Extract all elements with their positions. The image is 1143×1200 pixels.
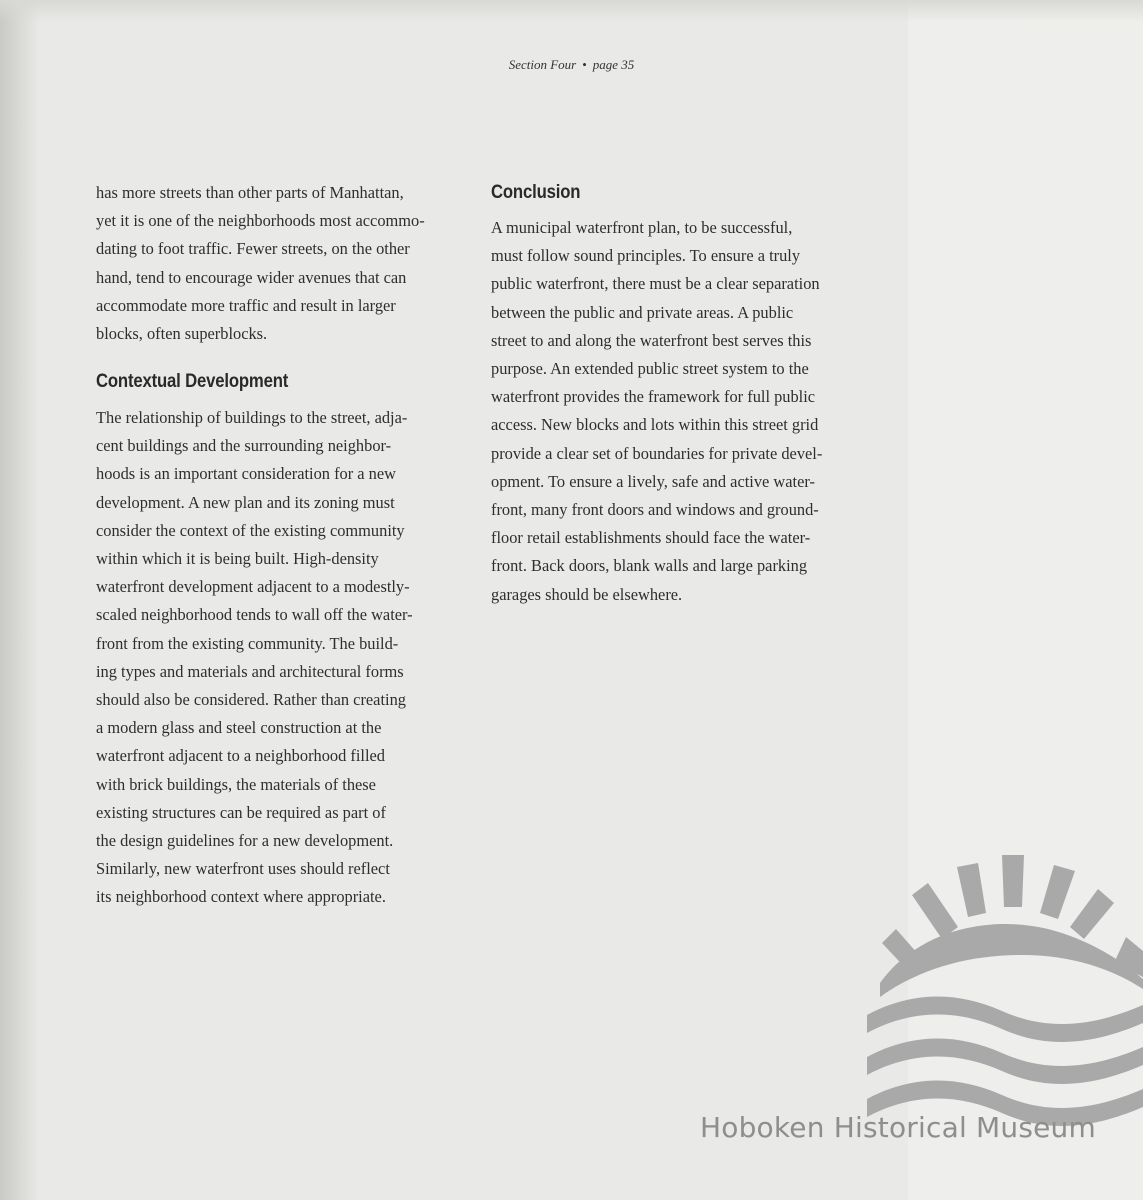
right-column-paragraph: [491, 214, 861, 609]
text-line: street to and along the waterfront best serves this: [491, 330, 812, 350]
header-separator: •: [582, 57, 587, 72]
text-line: accommodate more traffic and result in larger: [96, 295, 396, 315]
text-line: public waterfront, there must be a clear separation: [491, 274, 820, 294]
text-line: garages should be elsewhere.: [491, 584, 683, 604]
running-header: [0, 57, 1143, 73]
text-line: hand, tend to encourage wider avenues that can: [96, 267, 407, 287]
text-line: consider the context of the existing community: [96, 520, 405, 540]
logo-shapes: [867, 855, 1143, 1126]
sun-ray-icon: [1070, 889, 1114, 939]
page-binding-shadow: [0, 0, 40, 1200]
page-top-shadow: [0, 0, 1143, 22]
wave-icon: [867, 996, 1143, 1042]
text-line: purpose. An extended public street system to the: [491, 359, 809, 379]
text-line: access. New blocks and lots within this street grid: [491, 415, 819, 435]
text-line: front. Back doors, blank walls and large parking: [491, 556, 808, 576]
sun-ray-icon: [1002, 855, 1024, 907]
text-line: existing structures can be required as part of: [96, 802, 386, 822]
sun-ray-icon: [1040, 865, 1075, 919]
text-line: dating to foot traffic. Fewer streets, on the other: [96, 239, 410, 259]
text-line: Similarly, new waterfront uses should reflect: [96, 859, 390, 879]
text-line: front, many front doors and windows and ground-: [491, 500, 819, 520]
left-column-paragraph-2: [96, 404, 466, 912]
text-line: with brick buildings, the materials of these: [96, 774, 376, 794]
text-line: floor retail establishments should face the water-: [491, 528, 811, 548]
text-line: waterfront provides the framework for full public: [491, 387, 816, 407]
text-line: waterfront development adjacent to a modestly-: [96, 577, 410, 597]
text-line: A municipal waterfront plan, to be successful,: [491, 218, 793, 237]
text-line: between the public and private areas. A public: [491, 302, 794, 322]
text-line: hoods is an important consideration for a new: [96, 464, 396, 484]
text-line: should also be considered. Rather than creating: [96, 690, 406, 710]
museum-watermark: Hoboken Historical Museum: [700, 1111, 1096, 1144]
left-column-paragraph-1: [96, 179, 466, 348]
text-line: within which it is being built. High-density: [96, 549, 379, 569]
text-line: The relationship of buildings to the street, adja-: [96, 408, 408, 427]
wave-icon: [867, 1038, 1143, 1084]
text-line: blocks, often superblocks.: [96, 324, 268, 344]
text-line: cent buildings and the surrounding neighbor-: [96, 436, 392, 456]
text-line: must follow sound principles. To ensure a truly: [491, 246, 801, 266]
text-line: its neighborhood context where appropriate.: [96, 887, 386, 907]
text-line: opment. To ensure a lively, safe and active water-: [491, 471, 815, 491]
contextual-development-heading: Contextual Development: [96, 371, 289, 392]
text-line: development. A new plan and its zoning must: [96, 492, 395, 512]
text-line: yet it is one of the neighborhoods most accommo-: [96, 211, 425, 231]
text-line: waterfront adjacent to a neighborhood filled: [96, 746, 386, 766]
conclusion-heading: Conclusion: [491, 182, 581, 203]
header-section: Section Four: [508, 57, 577, 72]
sun-dome-icon: [880, 924, 1143, 997]
sun-over-waves-icon: [862, 855, 1143, 1140]
text-line: a modern glass and steel construction at the: [96, 718, 382, 738]
text-line: scaled neighborhood tends to wall off the water-: [96, 605, 413, 625]
sun-ray-icon: [912, 883, 958, 939]
text-line: front from the existing community. The build-: [96, 633, 399, 653]
text-line: ing types and materials and architectural forms: [96, 661, 404, 681]
text-line: the design guidelines for a new development.: [96, 831, 394, 851]
text-line: has more streets than other parts of Manhattan,: [96, 183, 404, 202]
header-page-number: page 35: [592, 57, 635, 72]
text-line: provide a clear set of boundaries for private devel-: [491, 443, 823, 463]
sun-ray-icon: [957, 863, 986, 917]
